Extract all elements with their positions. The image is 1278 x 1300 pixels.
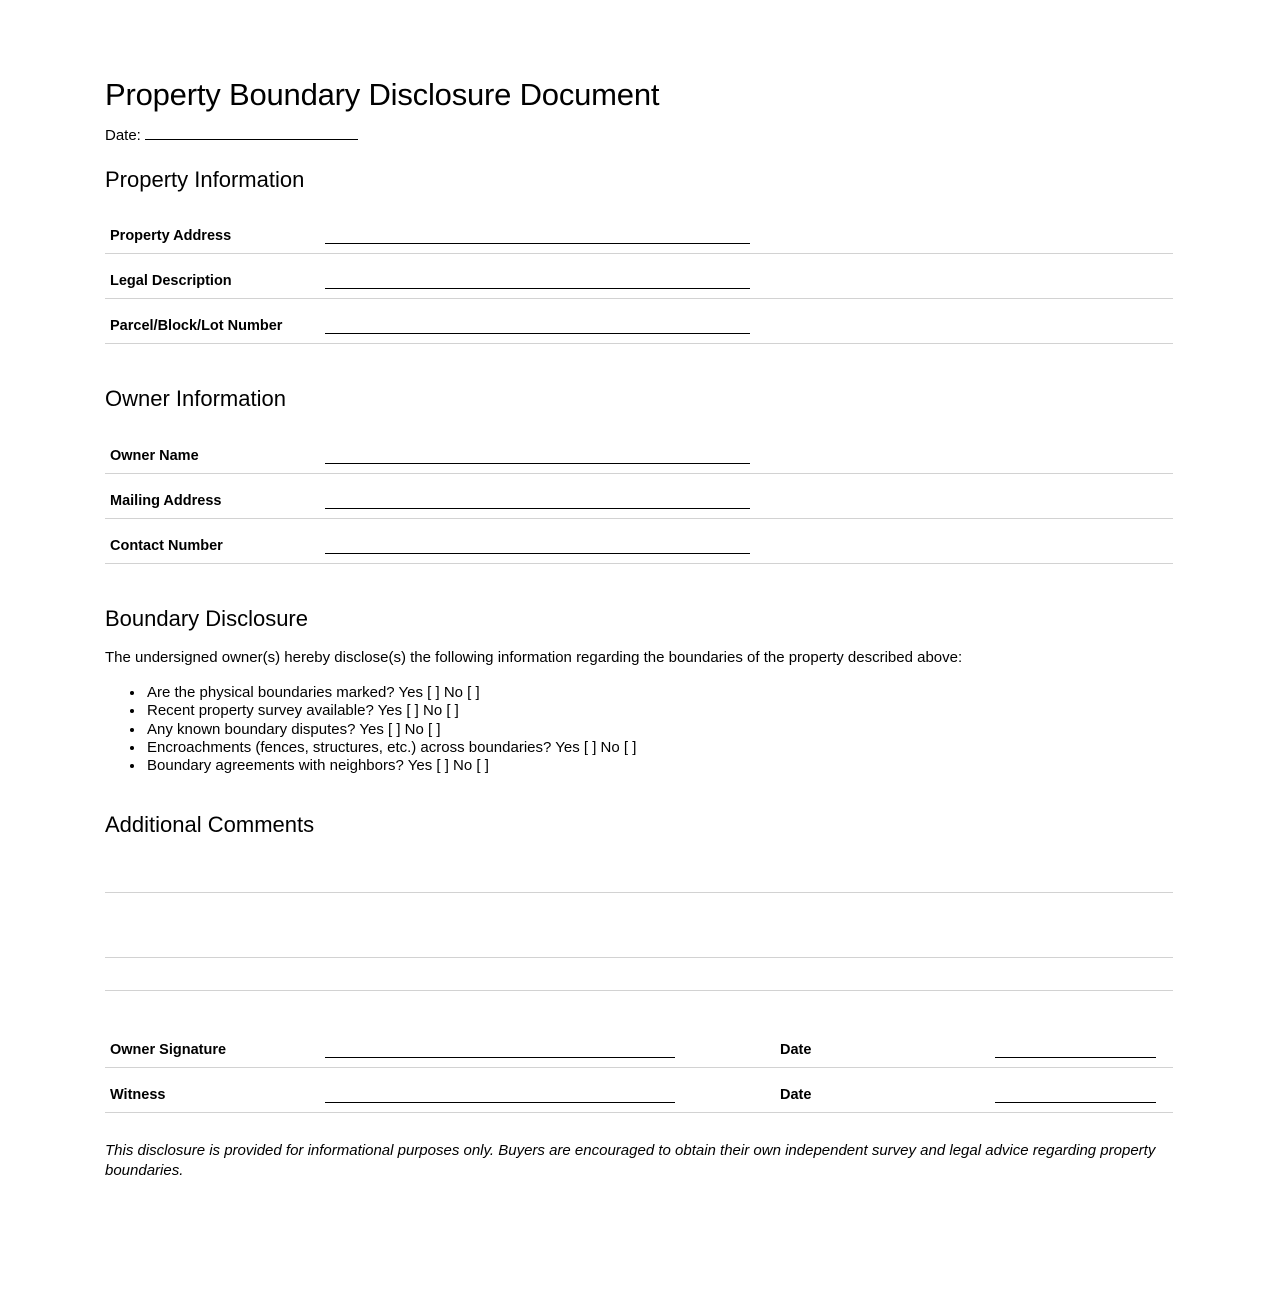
- field-label-contact-number: Contact Number: [105, 518, 320, 563]
- table-row: [105, 1068, 1173, 1113]
- field-cell-owner-signature-date: [990, 1023, 1173, 1068]
- owner-signature-date-input[interactable]: [995, 1044, 1156, 1058]
- field-label-witness: Witness: [105, 1068, 320, 1113]
- field-label-property-address: Property Address: [105, 209, 320, 254]
- table-row: [105, 429, 1173, 474]
- witness-date-input[interactable]: [995, 1089, 1156, 1103]
- legal-description-input[interactable]: [325, 275, 750, 289]
- table-row: [105, 1023, 1173, 1068]
- page-title: Property Boundary Disclosure Document: [105, 77, 660, 112]
- field-cell-witness: [320, 1068, 775, 1113]
- field-cell-legal-description: [320, 254, 1173, 299]
- field-label-owner-signature-date: Date: [775, 1023, 990, 1068]
- property-information-table: [105, 209, 1173, 344]
- table-row: [105, 209, 1173, 254]
- owner-name-input[interactable]: [325, 450, 750, 464]
- parcel-block-lot-number-input[interactable]: [325, 320, 750, 334]
- field-label-parcel-block-lot-number: Parcel/Block/Lot Number: [105, 299, 320, 344]
- comments-writing-space-2[interactable]: [105, 958, 1173, 990]
- field-label-mailing-address: Mailing Address: [105, 473, 320, 518]
- table-row: [105, 254, 1173, 299]
- document-date-input[interactable]: [145, 127, 358, 140]
- list-item[interactable]: • Are the physical boundaries marked? Yes [ ] No [ ]: [145, 684, 1173, 702]
- additional-comments-block: [105, 812, 1173, 991]
- list-item[interactable]: • Recent property survey available? Yes [ ] No [ ]: [145, 702, 1173, 720]
- field-cell-witness-date: [990, 1068, 1173, 1113]
- document-date-label: Date:: [105, 126, 141, 144]
- footer-disclaimer: This disclosure is provided for informational purposes only. Buyers are encouraged to obtain their own independent survey and legal advice regarding property boundaries.: [105, 1142, 1156, 1179]
- table-row: [105, 518, 1173, 563]
- list-item[interactable]: • Encroachments (fences, structures, etc.) across boundaries? Yes [ ] No [ ]: [145, 739, 1173, 757]
- field-cell-parcel-block-lot-number: [320, 299, 1173, 344]
- section-heading-additional-comments: Additional Comments: [105, 811, 315, 837]
- list-item[interactable]: • Any known boundary disputes? Yes [ ] No [ ]: [145, 721, 1173, 739]
- owner-information-table: [105, 429, 1173, 564]
- section-heading-owner-information: Owner Information: [105, 386, 286, 412]
- witness-signature-input[interactable]: [325, 1089, 675, 1103]
- boundary-disclosure-list: [105, 684, 1173, 775]
- boundary-disclosure-intro: The undersigned owner(s) hereby disclose(s) the following information regarding the boundaries of the property described above:: [105, 648, 963, 666]
- field-label-owner-name: Owner Name: [105, 429, 320, 474]
- signature-table: [105, 1023, 1173, 1113]
- list-item[interactable]: • Boundary agreements with neighbors? Yes [ ] No [ ]: [145, 757, 1173, 775]
- field-label-legal-description: Legal Description: [105, 254, 320, 299]
- document-date-line: [105, 127, 1173, 145]
- comments-rule-3: [105, 990, 1173, 991]
- field-cell-owner-signature: [320, 1023, 775, 1068]
- section-heading-boundary-disclosure: Boundary Disclosure: [105, 605, 308, 631]
- field-cell-mailing-address: [320, 473, 1173, 518]
- section-heading-property-information: Property Information: [105, 166, 305, 192]
- table-row: [105, 299, 1173, 344]
- field-cell-owner-name: [320, 429, 1173, 474]
- field-cell-contact-number: [320, 518, 1173, 563]
- contact-number-input[interactable]: [325, 540, 750, 554]
- table-row: [105, 473, 1173, 518]
- field-cell-property-address: [320, 209, 1173, 254]
- mailing-address-input[interactable]: [325, 495, 750, 509]
- owner-signature-input[interactable]: [325, 1044, 675, 1058]
- field-label-witness-date: Date: [775, 1068, 990, 1113]
- property-address-input[interactable]: [325, 230, 750, 244]
- comments-writing-space-1[interactable]: [105, 893, 1173, 957]
- field-label-owner-signature: Owner Signature: [105, 1023, 320, 1068]
